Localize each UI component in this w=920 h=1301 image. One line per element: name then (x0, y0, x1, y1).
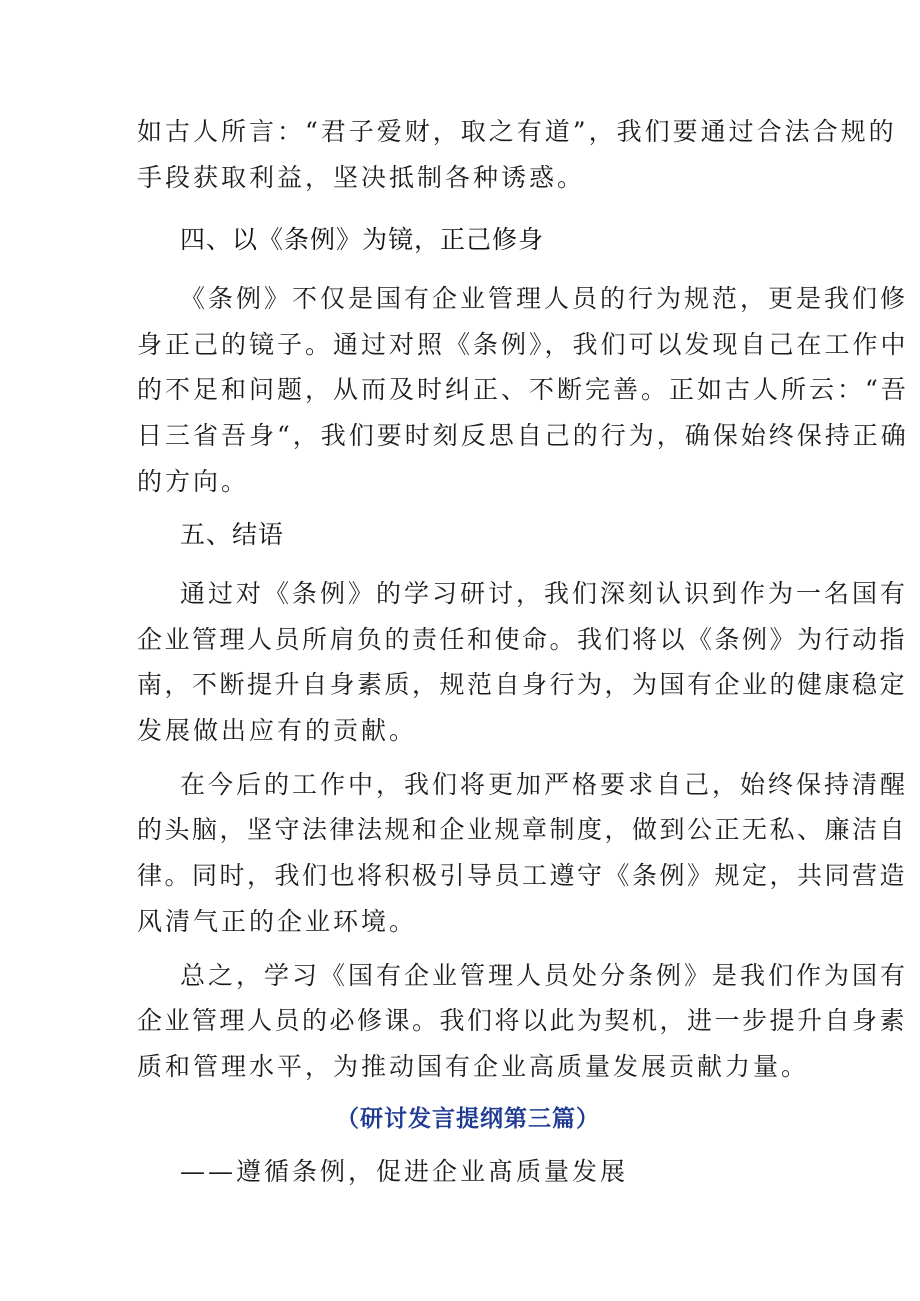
paragraph-line: 手段获取利益，坚决抵制各种诱惑。 (137, 163, 586, 192)
paragraph-line: 发展做出应有的贡献。 (137, 716, 418, 745)
article-subtitle: ——遵循条例，促进企业髙质量发展 (180, 1157, 629, 1186)
section-heading-5: 五、结语 (180, 520, 285, 549)
paragraph-line: 日三省吾身“，我们要时刻反思自己的行为，确保始终保持正确 (137, 421, 909, 450)
paragraph-line: 通过对《条例》的学习研讨，我们深刻认识到作为一名国有 (180, 579, 909, 608)
paragraph-line: 身正己的镜子。通过对照《条例》，我们可以发现自己在工作中 (137, 330, 909, 359)
paragraph-line: 总之，学习《国有企业管理人员处分条例》是我们作为国有 (180, 961, 909, 990)
paragraph-line: 的不足和问题，从而及时纠正、不断完善。正如古人所云：“吾 (137, 375, 909, 404)
paragraph-line: 企业管理人员所肩负的责任和使命。我们将以《条例》为行动指 (137, 625, 908, 654)
paragraph-line: 律。同时，我们也将积极引导员工遵守《条例》规定，共同营造 (137, 861, 908, 890)
paragraph-line: 的头脑，坚守法律法规和企业规章制度，做到公正无私、廉洁自 (137, 815, 908, 844)
paragraph-line: 风清气正的企业环境。 (137, 907, 418, 936)
paragraph-line: 南，不断提升自身素质，规范自身行为，为国有企业的健康稳定 (137, 670, 908, 699)
paragraph-line: 质和管理水平，为推动国有企业高质量发展贡献力量。 (137, 1052, 810, 1081)
article-title: （研讨发言提纲第三篇） (336, 1106, 600, 1132)
paragraph-line: 的方向。 (137, 467, 250, 496)
paragraph-line: 在今后的工作中，我们将更加严格要求自己，始终保持清醒 (180, 770, 909, 799)
paragraph-line: 《条例》不仅是国有企业管理人员的行为规范，更是我们修 (180, 284, 909, 313)
paragraph-line: 企业管理人员的必修课。我们将以此为契机，进一步提升自身素 (137, 1006, 908, 1035)
paragraph-line: 如古人所言：“君子爱财，取之有道”，我们要通过合法合规的 (137, 117, 897, 146)
section-heading-4: 四、以《条例》为镜，正己修身 (180, 225, 545, 254)
